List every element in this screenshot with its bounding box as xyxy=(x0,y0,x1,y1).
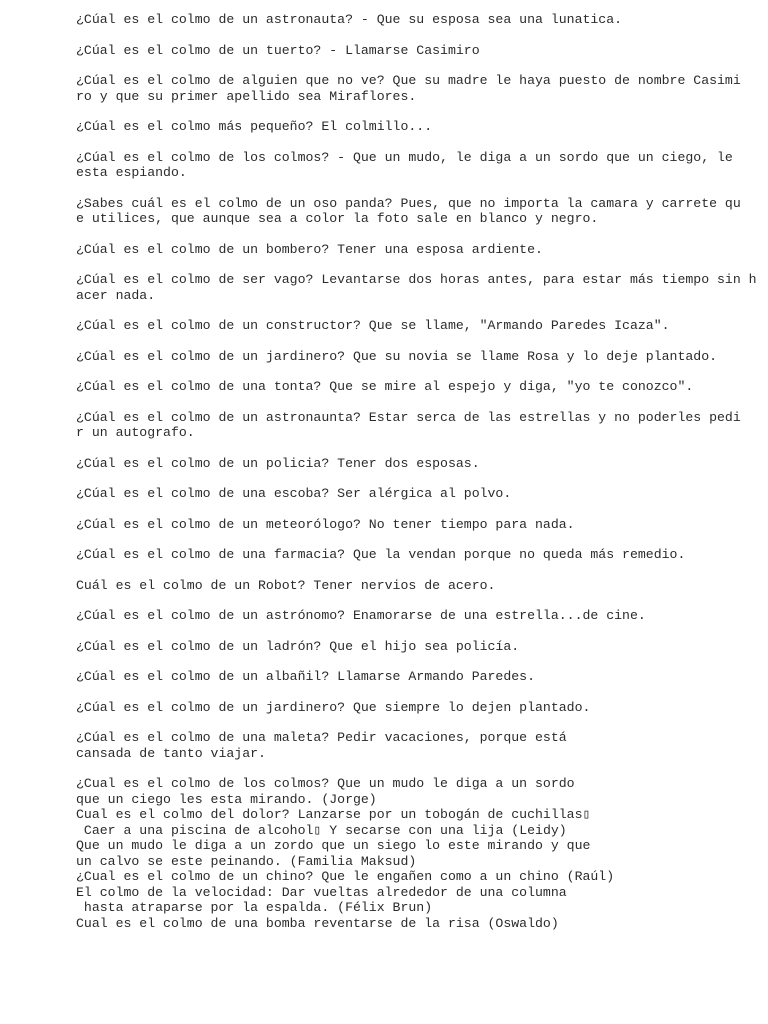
contributed-line: un calvo se este peinando. (Familia Maksud) xyxy=(76,853,417,869)
contributed-line: Caer a una piscina de alcohol▯ Y secarse con una lija (Leidy) xyxy=(76,822,567,838)
contributed-line: que un ciego les esta mirando. (Jorge) xyxy=(76,791,377,807)
joke-paragraph: ¿Sabes cuál es el colmo de un oso panda? Pues, que no importa la camara y carrete qu e utilices, que aunque sea a color la foto sale en blanco y negro. xyxy=(76,195,741,226)
joke-paragraph: ¿Cúal es el colmo de una tonta? Que se mire al espejo y diga, "yo te conozco". xyxy=(76,379,694,394)
joke-paragraph: ¿Cúal es el colmo de un jardinero? Que su novia se llame Rosa y lo deje plantado. xyxy=(76,348,718,364)
joke-paragraph: ¿Cúal es el colmo de un bombero? Tener una esposa ardiente. xyxy=(76,241,543,257)
joke-paragraph: ¿Cúal es el colmo de una farmacia? Que la vendan porque no queda más remedio. xyxy=(76,547,686,562)
joke-paragraph: ¿Cúal es el colmo de un astronauta? - Que su esposa sea una lunatica. xyxy=(76,12,623,27)
joke-paragraph: ¿Cúal es el colmo de los colmos? - Que un mudo, le diga a un sordo que un ciego, le esta espiando. xyxy=(76,149,733,180)
joke-paragraph: Cuál es el colmo de un Robot? Tener nervios de acero. xyxy=(76,577,496,593)
joke-paragraph: ¿Cúal es el colmo de un policia? Tener dos esposas. xyxy=(76,455,480,471)
joke-paragraph: ¿Cúal es el colmo de una maleta? Pedir vacaciones, porque está cansada de tanto viajar. xyxy=(76,730,567,761)
contributed-line: ¿Cual es el colmo de un chino? Que le engañen como a un chino (Raúl) xyxy=(76,869,615,884)
joke-paragraph: ¿Cúal es el colmo de alguien que no ve? Que su madre le haya puesto de nombre Casimi ro y que su primer apellido sea Miraflores. xyxy=(76,73,741,104)
joke-paragraph: ¿Cúal es el colmo de un tuerto? - Llamarse Casimiro xyxy=(76,42,480,58)
joke-paragraph: ¿Cúal es el colmo de un constructor? Que se llame, "Armando Paredes Icaza". xyxy=(76,318,670,333)
contributed-line: ¿Cual es el colmo de los colmos? Que un mudo le diga a un sordo xyxy=(76,776,575,791)
joke-paragraph: ¿Cúal es el colmo más pequeño? El colmillo... xyxy=(76,119,433,134)
contributed-line: hasta atraparse por la espalda. (Félix Brun) xyxy=(76,900,433,915)
contributed-jokes xyxy=(76,776,756,931)
contributed-line: Que un mudo le diga a un zordo que un siego lo este mirando y que xyxy=(76,838,591,853)
joke-paragraph: ¿Cúal es el colmo de una escoba? Ser alérgica al polvo. xyxy=(76,486,512,501)
joke-paragraph: ¿Cúal es el colmo de un astrónomo? Enamorarse de una estrella...de cine. xyxy=(76,608,646,623)
contributed-line: Cual es el colmo del dolor? Lanzarse por un tobogán de cuchillas▯ xyxy=(76,807,591,822)
document-body xyxy=(76,12,756,931)
joke-paragraph: ¿Cúal es el colmo de un ladrón? Que el hijo sea policía. xyxy=(76,638,520,654)
joke-paragraph: ¿Cúal es el colmo de ser vago? Levantarse dos horas antes, para estar más tiempo sin h acer nada. xyxy=(76,272,757,303)
joke-paragraph: ¿Cúal es el colmo de un albañil? Llamarse Armando Paredes. xyxy=(76,669,535,684)
joke-paragraph: ¿Cúal es el colmo de un meteorólogo? No tener tiempo para nada. xyxy=(76,516,575,532)
joke-paragraph: ¿Cúal es el colmo de un jardinero? Que siempre lo dejen plantado. xyxy=(76,699,591,715)
joke-paragraph: ¿Cúal es el colmo de un astronaunta? Estar serca de las estrellas y no poderles pedi r un autografo. xyxy=(76,409,741,440)
contributed-line: El colmo de la velocidad: Dar vueltas alrededor de una columna xyxy=(76,884,567,900)
contributed-line: Cual es el colmo de una bomba reventarse de la risa (Oswaldo) xyxy=(76,915,559,931)
